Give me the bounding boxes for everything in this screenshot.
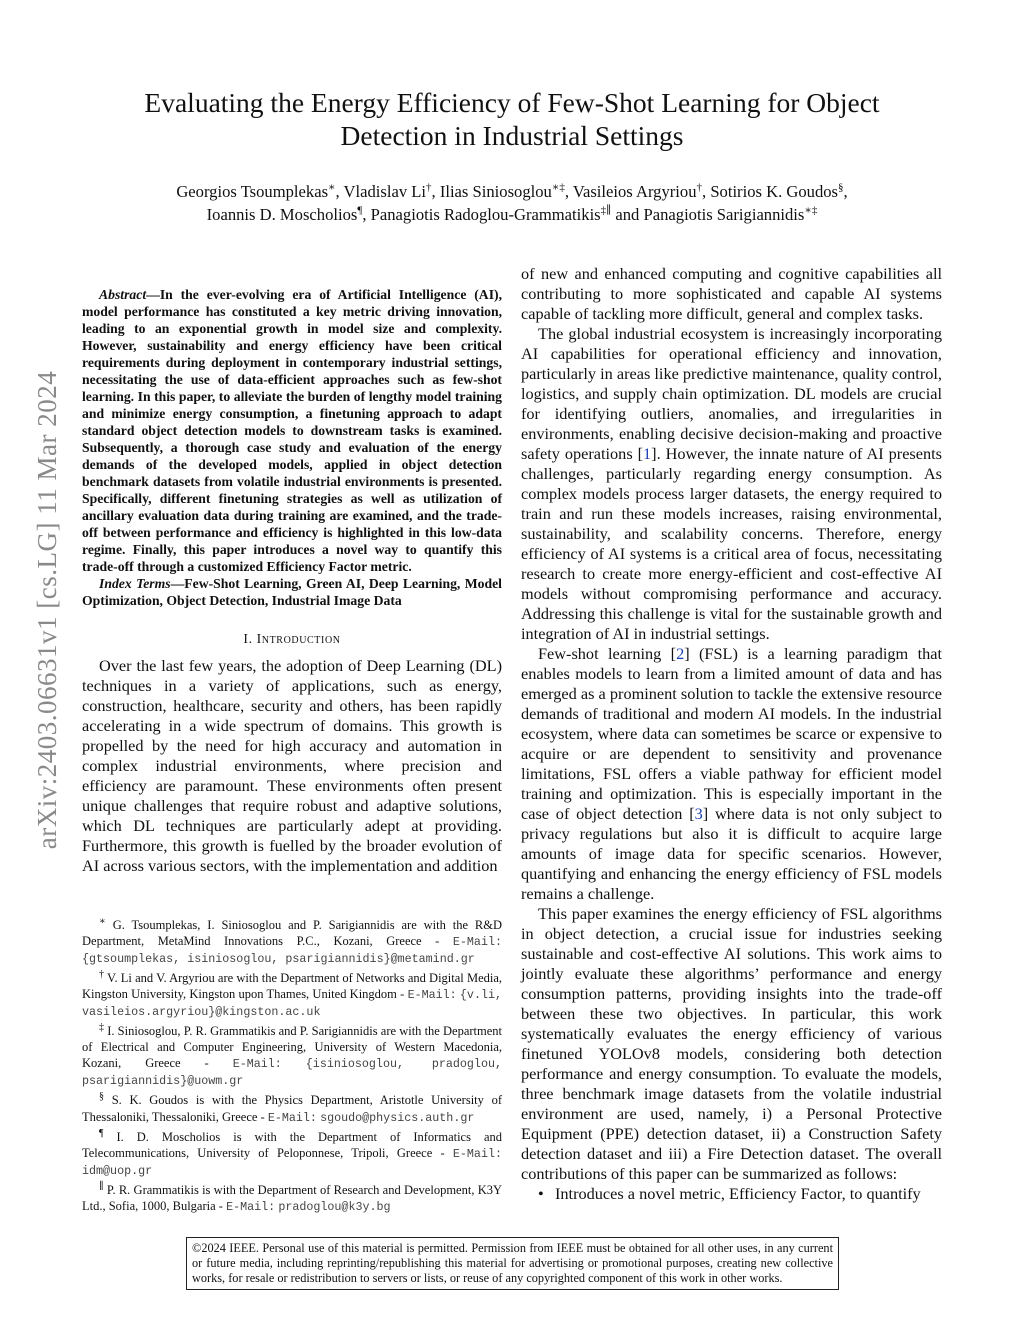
affiliation-mark: ¶ — [357, 204, 363, 217]
author: Sotirios K. Goudos — [710, 182, 839, 201]
citation-link[interactable]: 3 — [694, 804, 703, 823]
paragraph-text: Few-shot learning [ — [538, 644, 677, 663]
footnote — [82, 1126, 502, 1179]
index-terms — [82, 575, 502, 609]
author-conjunction: and — [615, 205, 640, 224]
affiliation-mark: ∗ — [328, 181, 336, 194]
paragraph-text: ]. However, the innate nature of AI presents challenges, particularly regarding energy consumption. As complex models process larger datasets, the energy required to train and run these models increases, raising environmental, sustainability, and scalability concerns. Therefore, energy efficiency of AI systems is a critical area of focus, necessitating research to create more energy-efficient and cost-effective AI models without compromising performance and accuracy. Addressing this challenge is vital for the sustainable growth and integration of AI in industrial settings. — [521, 444, 942, 643]
bullet-icon: • — [538, 1184, 544, 1203]
contribution-bullet — [521, 1184, 942, 1204]
footnote-text: S. K. Goudos is with the Physics Department, Aristotle University of Thessaloniki, Thessaloniki, Greece - — [82, 1093, 502, 1124]
email-address: pradoglou@k3y.bg — [278, 1199, 391, 1214]
author: Georgios Tsoumplekas — [176, 182, 329, 201]
abstract-text: —In the ever-evolving era of Artificial Intelligence (AI), model performance has constituted a key metric driving innovation, leading to an exponential growth in model size and complexity. However, sustainability and energy efficiency have been critical requirements during deployment in contemporary industrial settings, necessitating the use of data-efficient approaches such as few-shot learning. In this paper, to alleviate the burden of lengthy model training and minimize energy consumption, a finetuning approach to adapt standard object detection models to downstream tasks is examined. Subsequently, a thorough case study and evaluation of the energy demands of the developed models, applied in object detection benchmark datasets from volatile industrial environments is presented. Specifically, different finetuning strategies as well as utilization of ancillary evaluation data during training are examined, and the trade-off between performance and efficiency is highlighted in this low-data regime. Finally, this paper introduces a novel way to quantify this trade-off through a customized Efficiency Factor metric. — [82, 287, 502, 574]
email-label: E-Mail: — [267, 1110, 317, 1125]
affiliation-mark: ‡∥ — [600, 204, 612, 217]
email-address: {v.li, vasileios.argyriou}@kingston.ac.uk — [82, 988, 503, 1020]
right-column — [521, 264, 942, 1204]
author: Panagiotis Radoglou-Grammatikis — [370, 205, 601, 224]
affiliation-mark: † — [426, 181, 432, 194]
footnote-mark: ‡ — [99, 1022, 105, 1034]
paragraph-text: The global industrial ecosystem is increasingly incorporating AI capabilities for operational efficiency and innovation, particularly in areas like predictive maintenance, quality control, logistics, and supply chain optimization. DL models are crucial for identifying outliers, anomalies, and irregularities in environments, enabling decisive decision-making and proactive safety operations [ — [521, 324, 942, 463]
footnote — [82, 1089, 502, 1125]
affiliation-mark: ∗‡ — [551, 181, 565, 194]
footnote-text: G. Tsoumplekas, I. Siniosoglou and P. Sarigiannidis are with the R&D Department, MetaMind Innovations P.C., Kozani, Greece - — [82, 918, 502, 949]
author-list — [110, 180, 914, 226]
email-label: E-Mail: — [226, 1199, 276, 1214]
abstract-label: Abstract — [99, 287, 147, 302]
author: Panagiotis Sarigiannidis — [643, 205, 805, 224]
footnote-text: I. D. Moscholios is with the Department of Informatics and Telecommunications, University of Peloponnese, Tripoli, Greece - — [82, 1129, 502, 1160]
body-paragraph — [521, 644, 942, 904]
index-terms-label: Index Terms — [99, 576, 171, 591]
footnote-text: V. Li and V. Argyriou are with the Department of Networks and Digital Media, Kingston University, Kingston upon Thames, United Kingdom - — [82, 971, 503, 1002]
footnote-mark: ¶ — [99, 1127, 104, 1139]
footnote-mark: § — [99, 1091, 104, 1103]
index-terms-text: —Few-Shot Learning, Green AI, Deep Learning, Model Optimization, Object Detection, Industrial Image Data — [82, 576, 502, 608]
paragraph-text: ] (FSL) is a learning paradigm that enables models to learn from a limited amount of data and has emerged as a prominent solution to tackle the extensive resource demands of traditional and modern AI models. In the industrial ecosystem, where data can sometimes be scarce or expensive to acquire or are dependent to sensitivity and provenance limitations, FSL offers a viable pathway for efficient model training and optimization. This is especially important in the case of object detection [ — [521, 644, 942, 823]
body-paragraph: of new and enhanced computing and cognitive capabilities all contributing to more sophisticated and capable AI systems capable of tackling more difficult, general and complex tasks. — [521, 264, 942, 323]
affiliation-mark: † — [696, 181, 703, 194]
email-label: E-Mail: — [452, 1146, 502, 1161]
section-heading-introduction: I. Introduction — [243, 631, 341, 646]
footnote-text: P. R. Grammatikis is with the Department of Research and Development, K3Y Ltd., Sofia, 1000, Bulgaria - — [82, 1182, 503, 1213]
citation-link[interactable]: 2 — [676, 644, 685, 663]
paragraph-text: ] where data is not only subject to privacy regulations but also it is difficult to acquire large amounts of image data for specific scenarios. However, quantifying and enhancing the energy efficiency of FSL models remains a challenge. — [521, 804, 943, 903]
footnotes — [82, 914, 502, 1215]
author: Ioannis D. Moscholios — [206, 205, 358, 224]
affiliation-mark: ∗‡ — [804, 204, 818, 217]
intro-paragraph: Over the last few years, the adoption of Deep Learning (DL) techniques in a variety of applications, such as energy, construction, healthcare, security and others, has been rapidly accelerating in a wide spectrum of domains. This growth is propelled by the need for high accuracy and automation in complex industrial environments, where precision and efficiency are paramount. These environments often present unique challenges that require robust and adaptive solutions, which DL techniques are particularly adept at providing. Furthermore, this growth is fuelled by the broader evolution of AI across various sectors, with the implementation and addition — [82, 656, 502, 875]
body-paragraph — [521, 324, 942, 644]
email-address: {gtsoumplekas, isiniosoglou, psarigiannidis}@metamind.gr — [82, 952, 475, 967]
footnote-text: I. Siniosoglou, P. R. Grammatikis and P. Sarigiannidis are with the Department of Electrical and Computer Engineering, University of Western Macedonia, Kozani, Greece - — [82, 1024, 503, 1071]
email-label: E-Mail: — [232, 1057, 282, 1072]
copyright-notice: ©2024 IEEE. Personal use of this material is permitted. Permission from IEEE must be obtained for all other uses, in any current or future media, including reprinting/republishing this material for advertising or promotional purposes, creating new collective works, for resale or redistribution to servers or lists, or reuse of any copyrighted component of this work in other works. — [186, 1237, 839, 1290]
arxiv-identifier: arXiv:2403.06631v1 [cs.LG] 11 Mar 2024 — [32, 370, 62, 850]
footnote — [82, 914, 502, 967]
footnote — [82, 1020, 502, 1089]
footnote — [82, 967, 502, 1020]
author: Vladislav Li — [343, 182, 427, 201]
body-paragraph: This paper examines the energy efficiency of FSL algorithms in object detection, a crucial issue for industries seeking sustainable and cost-effective AI solutions. This work aims to jointly evaluate these algorithms’ performance and energy consumption patterns, providing insights into the trade-off between these two objectives. In particular, this work systematically evaluates the energy efficiency of various finetuned YOLOv8 models, considering both detection performance and energy consumption. To evaluate the models, three benchmark image datasets from the volatile industrial environment are used, namely, i) a Personal Protective Equipment (PPE) detection dataset, ii) a Construction Safety detection dataset and iii) a Fire Detection dataset. The overall contributions of this paper can be summarized as follows: — [521, 904, 942, 1183]
author: Vasileios Argyriou — [572, 182, 697, 201]
email-label: E-Mail: — [407, 988, 457, 1003]
email-address: {isiniosoglou, pradoglou, psarigiannidis}@uowm.gr — [82, 1057, 502, 1089]
footnote-mark: † — [99, 969, 105, 981]
footnote — [82, 1179, 502, 1215]
footnote-mark: ∗ — [99, 916, 106, 927]
email-address: idm@uop.gr — [82, 1163, 153, 1178]
email-label: E-Mail: — [452, 935, 502, 950]
affiliation-mark: § — [838, 181, 844, 194]
author-line-1: Georgios Tsoumplekas∗, Vladislav Li†, Ilias Siniosoglou∗‡, Vasileios Argyriou†, Sotirios K. Goudos§, — [176, 181, 848, 201]
left-column — [82, 286, 502, 876]
abstract — [82, 286, 502, 575]
paper-title: Evaluating the Energy Efficiency of Few-Shot Learning for Object Detection in Industrial Settings — [144, 87, 880, 151]
author: Ilias Siniosoglou — [439, 182, 552, 201]
citation-link[interactable]: 1 — [643, 444, 652, 463]
bullet-text: Introduces a novel metric, Efficiency Factor, to quantify — [555, 1184, 921, 1203]
footnote-mark: ∥ — [99, 1180, 104, 1192]
email-address: sgoudo@physics.auth.gr — [320, 1110, 475, 1125]
author-line-2: Ioannis D. Moscholios¶, Panagiotis Radoglou-Grammatikis‡∥ and Panagiotis Sarigiannidis∗‡ — [206, 204, 818, 224]
